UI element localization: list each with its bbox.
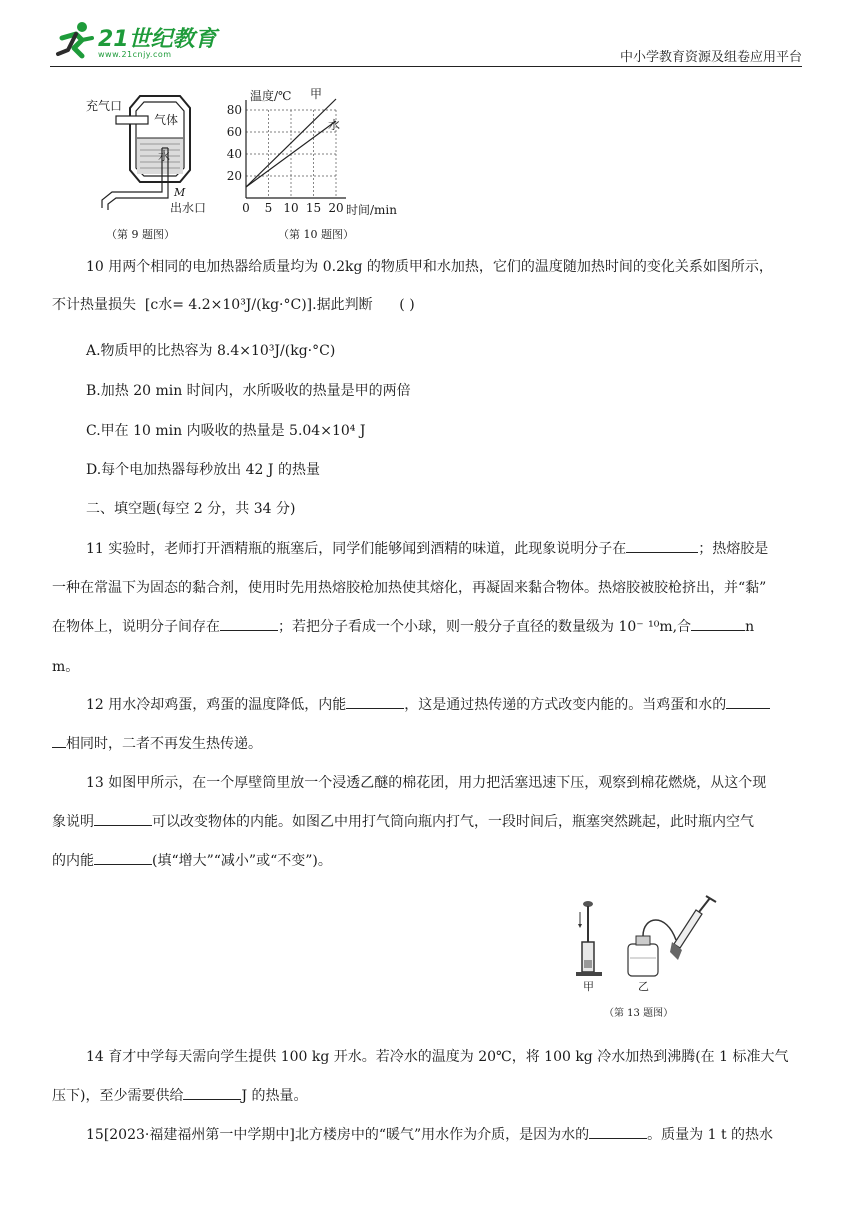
figure-10-chart [222, 86, 412, 244]
figure-9-caption: （第 9 题图） [106, 228, 175, 241]
q10-specific-heat-formula: [c水= 4.2×10³J/(kg·°C)] [144, 297, 313, 313]
bottle-and-pump [628, 896, 716, 976]
q12-blank-2b[interactable] [52, 734, 66, 748]
chart-y-tick-label: 80 [226, 103, 242, 117]
figure-13-caption: （第 13 题图） [604, 1008, 674, 1019]
q12-blank-2a[interactable] [726, 695, 770, 709]
q12-line1 [86, 694, 770, 714]
outlet-label: 出水口 [170, 201, 207, 215]
q14-line2 [52, 1085, 308, 1105]
q11-text-1: 11 实验时，老师打开酒精瓶的瓶塞后，同学们能够闻到酒精的味道，此现象说明分子在 [86, 541, 627, 557]
q11-line3 [52, 616, 754, 636]
q15-line1 [86, 1124, 773, 1144]
q13-line1: 13 如图甲所示，在一个厚壁筒里放一个浸透乙醚的棉花团，用力把活塞迅速下压，观察到棉花燃烧，从这个现 [86, 775, 767, 791]
page-header [0, 0, 860, 70]
chart-x-tick-label: 0 [242, 201, 250, 215]
q12-text-1b: ，这是通过热传递的方式改变内能的。当鸡蛋和水的 [404, 697, 727, 713]
q14-text-2b: J 的热量。 [241, 1088, 308, 1104]
q15-text-1b: 。质量为 1 t 的热水 [647, 1127, 774, 1143]
chart-ylabel: 温度/℃ [250, 89, 292, 103]
q10-answer-paren: ( ) [399, 297, 415, 313]
q10-option-a: A.物质甲的比热容为 8.4×10³J/(kg·°C) [86, 343, 336, 359]
inlet-label: 充气口 [86, 99, 123, 113]
q13-text-3b: (填“增大”“减小”或“不变”)。 [152, 853, 332, 869]
platform-title: 中小学教育资源及组卷应用平台 [619, 50, 802, 65]
section-2-heading: 二、填空题(每空 2 分，共 34 分) [86, 501, 296, 517]
q12-text-1a: 12 用水冷却鸡蛋，鸡蛋的温度降低，内能 [86, 697, 347, 713]
q12-blank-1[interactable] [346, 695, 404, 709]
water-label: 水 [158, 149, 171, 163]
q14-blank-1[interactable] [183, 1086, 241, 1100]
fig13-yi-label: 乙 [638, 980, 649, 993]
q10-option-d: D.每个电加热器每秒放出 42 J 的热量 [86, 462, 320, 478]
q14-text-2a: 压下)，至少需要供给 [52, 1088, 184, 1104]
q11-text-3b: ；若把分子看成一个小球，则一般分子直径的数量级为 10⁻ ¹⁰m,合 [278, 619, 692, 635]
chart-series-label: 甲 [310, 87, 323, 101]
chart-xlabel: 时间/min [346, 203, 397, 217]
logo-url: www.21cnjy.com [98, 50, 172, 59]
q13-text-2b: 可以改变物体的内能。如图乙中用打气筒向瓶内打气，一段时间后，瓶塞突然跳起，此时瓶内空气 [152, 814, 754, 830]
chart-y-tick-label: 60 [226, 125, 242, 139]
chart-y-tick-label: 20 [226, 169, 242, 183]
q13-line2 [52, 811, 754, 831]
m-label: M [174, 186, 186, 199]
q12-line2 [52, 733, 262, 753]
q13-text-3a: 的内能 [52, 853, 94, 869]
q10-option-c: C.甲在 10 min 内吸收的热量是 5.04×10⁴ J [86, 423, 366, 439]
chart-series-line [246, 99, 336, 187]
q11-blank-3[interactable] [691, 617, 745, 631]
q10-stem-line2 [52, 294, 415, 314]
q11-text-3c: n [745, 619, 755, 635]
q15-text-1a: 15[2023·福建福州第一中学期中]北方楼房中的“暖气”用水作为介质，是因为水的 [86, 1127, 590, 1143]
thick-wall-cylinder [576, 901, 602, 976]
q10-stem-prefix: 不计热量损失 [52, 297, 136, 313]
chart-series-label: 水 [328, 118, 341, 132]
gas-label: 气体 [154, 113, 179, 127]
chart-x-tick-label: 10 [283, 201, 299, 215]
chart-x-tick-label: 5 [264, 201, 273, 215]
runner-logo-icon [52, 20, 98, 60]
chart-x-tick-label: 15 [305, 201, 322, 215]
q14-line1: 14 育才中学每天需向学生提供 100 kg 开水。若冷水的温度为 20℃，将 100 kg 冷水加热到沸腾(在 1 标准大气 [86, 1049, 789, 1065]
q12-text-2: 相同时，二者不再发生热传递。 [66, 736, 262, 752]
header-divider [50, 66, 802, 67]
q11-text-3a: 在物体上，说明分子间存在 [52, 619, 220, 635]
q11-text-1-end: ；热熔胶是 [698, 541, 769, 557]
q13-line3 [52, 850, 332, 870]
chart-y-tick-label: 40 [226, 147, 242, 161]
figure-10-caption: （第 10 题图） [278, 228, 354, 241]
q11-blank-1[interactable] [626, 539, 698, 553]
figure-9-tank-diagram [82, 88, 212, 244]
q10-option-b: B.加热 20 min 时间内，水所吸收的热量是甲的两倍 [86, 383, 411, 399]
q10-stem-line1: 10 用两个相同的电加热器给质量均为 0.2kg 的物质甲和水加热，它们的温度随加热时间的变化关系如图所示， [86, 259, 773, 275]
logo-text: 21世纪教育 [98, 27, 217, 52]
q13-blank-1[interactable] [94, 812, 152, 826]
q13-text-2a: 象说明 [52, 814, 94, 830]
q11-line2: 一种在常温下为固态的黏合剂，使用时先用热熔胶枪加热使其熔化，再凝固来黏合物体。热熔胶被胶枪挤出，并“黏” [52, 580, 767, 596]
q11-line1 [86, 538, 768, 558]
fig13-jia-label: 甲 [583, 980, 594, 993]
figure-13-diagram [568, 894, 728, 1022]
q10-stem-suffix: .据此判断 [312, 297, 373, 313]
q11-blank-2[interactable] [220, 617, 278, 631]
q15-blank-1[interactable] [589, 1125, 647, 1139]
q13-blank-2[interactable] [94, 851, 152, 865]
chart-x-tick-label: 20 [328, 201, 344, 215]
q11-line4: m。 [52, 659, 80, 675]
